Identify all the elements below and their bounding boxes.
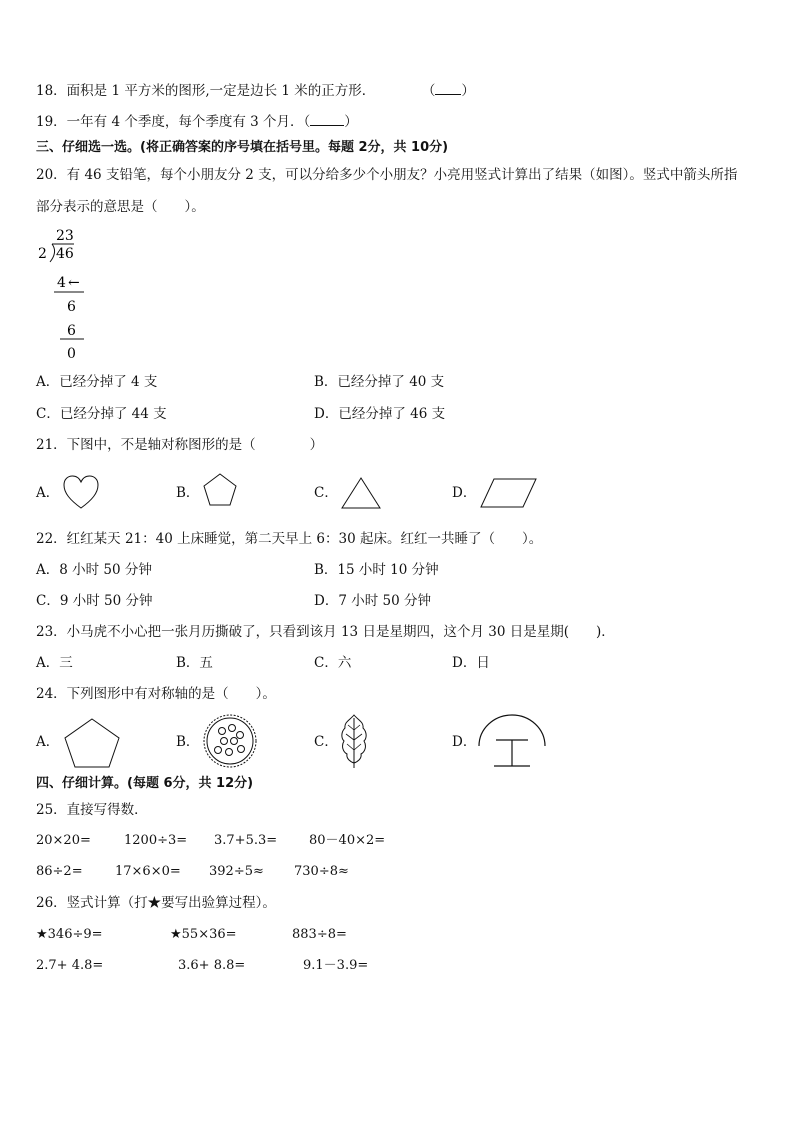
calc-item: 86÷2=: [36, 864, 83, 879]
option-d[interactable]: D．7 小时 50 分钟: [314, 593, 431, 609]
calc-item: ★55×36=: [170, 927, 237, 942]
division-step-1: 4: [57, 275, 66, 291]
option-b[interactable]: B．: [176, 734, 200, 750]
question-18-text: 18．面积是 1 平方米的图形,一定是边长 1 米的正方形．: [36, 83, 376, 99]
division-quotient: 23: [56, 228, 74, 244]
question-18: 18．面积是 1 平方米的图形,一定是边长 1 米的正方形． （ ）: [36, 83, 475, 99]
question-20-line1: 20．有 46 支铅笔，每个小朋友分 2 支，可以分给多少个小朋友？小亮用竖式计算出了结果（如图）。竖式中箭头所指: [36, 167, 738, 183]
question-24-text: 24．下列图形中有对称轴的是（ ）。: [36, 686, 276, 702]
calc-item: 883÷8=: [292, 927, 347, 942]
long-division-figure: [34, 224, 104, 366]
question-26-text: 26．竖式计算（打★要写出验算过程）。: [36, 895, 276, 911]
option-a[interactable]: A．8 小时 50 分钟: [36, 562, 152, 578]
division-dividend: 46: [56, 246, 74, 262]
option-d[interactable]: D．已经分掉了 46 支: [314, 406, 446, 422]
arrow-icon: ←: [68, 275, 80, 291]
parallelogram-icon: [480, 476, 538, 510]
calc-item: ★346÷9=: [36, 927, 103, 942]
calc-item: 2.7+ 4.8=: [36, 958, 104, 973]
leaf-icon: [338, 712, 370, 770]
calc-item: 80－40×2=: [309, 833, 386, 848]
option-d[interactable]: D．日: [452, 655, 490, 671]
division-remainder: 0: [67, 346, 76, 362]
option-b[interactable]: B．已经分掉了 40 支: [314, 374, 445, 390]
arch-icon: [476, 712, 548, 770]
division-divisor: 2: [38, 246, 47, 262]
option-d[interactable]: D．: [452, 734, 477, 750]
calc-item: 17×6×0=: [115, 864, 181, 879]
answer-blank[interactable]: [310, 113, 344, 126]
option-c[interactable]: C．六: [314, 655, 352, 671]
calc-item: 730÷8≈: [294, 864, 349, 879]
option-c[interactable]: C．已经分掉了 44 支: [36, 406, 167, 422]
section-heading-3: 三、仔细选一选。(将正确答案的序号填在括号里。每题 2分，共 10分): [36, 140, 449, 155]
biscuit-icon: [202, 713, 258, 769]
calc-item: 1200÷3=: [124, 833, 188, 848]
option-b[interactable]: B．: [176, 485, 200, 501]
calc-item: 3.7+5.3=: [214, 833, 278, 848]
pentagon-icon: [62, 716, 122, 770]
option-a[interactable]: A．三: [36, 655, 73, 671]
question-22-text: 22．红红某天 21：40 上床睡觉，第二天早上 6：30 起床。红红一共睡了（ ）。: [36, 531, 543, 547]
division-step-2: 6: [67, 299, 76, 315]
option-c[interactable]: C．: [314, 485, 338, 501]
heart-icon: [62, 474, 100, 510]
section-heading-4: 四、仔细计算。(每题 6分，共 12分): [36, 776, 254, 791]
option-d[interactable]: D．: [452, 485, 477, 501]
option-b[interactable]: B．15 小时 10 分钟: [314, 562, 439, 578]
option-c[interactable]: C．: [314, 734, 338, 750]
option-c[interactable]: C．9 小时 50 分钟: [36, 593, 153, 609]
question-23-text: 23．小马虎不小心把一张月历撕破了，只看到该月 13 日是星期四，这个月 30 日是星期( )．: [36, 624, 615, 640]
calc-item: 20×20=: [36, 833, 91, 848]
option-b[interactable]: B．五: [176, 655, 213, 671]
option-a[interactable]: A．: [36, 485, 60, 501]
answer-blank[interactable]: [435, 82, 461, 95]
division-step-3: 6: [67, 323, 76, 339]
calc-item: 392÷5≈: [209, 864, 264, 879]
calc-item: 9.1－3.9=: [303, 958, 369, 973]
question-21-text: 21．下图中，不是轴对称图形的是（ ）: [36, 437, 324, 453]
question-19-text: 19．一年有 4 个季度，每个季度有 3 个月．（: [36, 114, 311, 130]
option-a[interactable]: A．: [36, 734, 60, 750]
option-a[interactable]: A．已经分掉了 4 支: [36, 374, 158, 390]
triangle-icon: [340, 476, 382, 510]
calc-item: 3.6+ 8.8=: [178, 958, 246, 973]
question-20-line2: 部分表示的意思是（ ）。: [36, 199, 205, 215]
question-25-text: 25．直接写得数．: [36, 802, 148, 818]
pentagon-icon: [202, 472, 238, 508]
question-19: 19．一年有 4 个季度，每个季度有 3 个月．（ ）: [36, 114, 358, 130]
